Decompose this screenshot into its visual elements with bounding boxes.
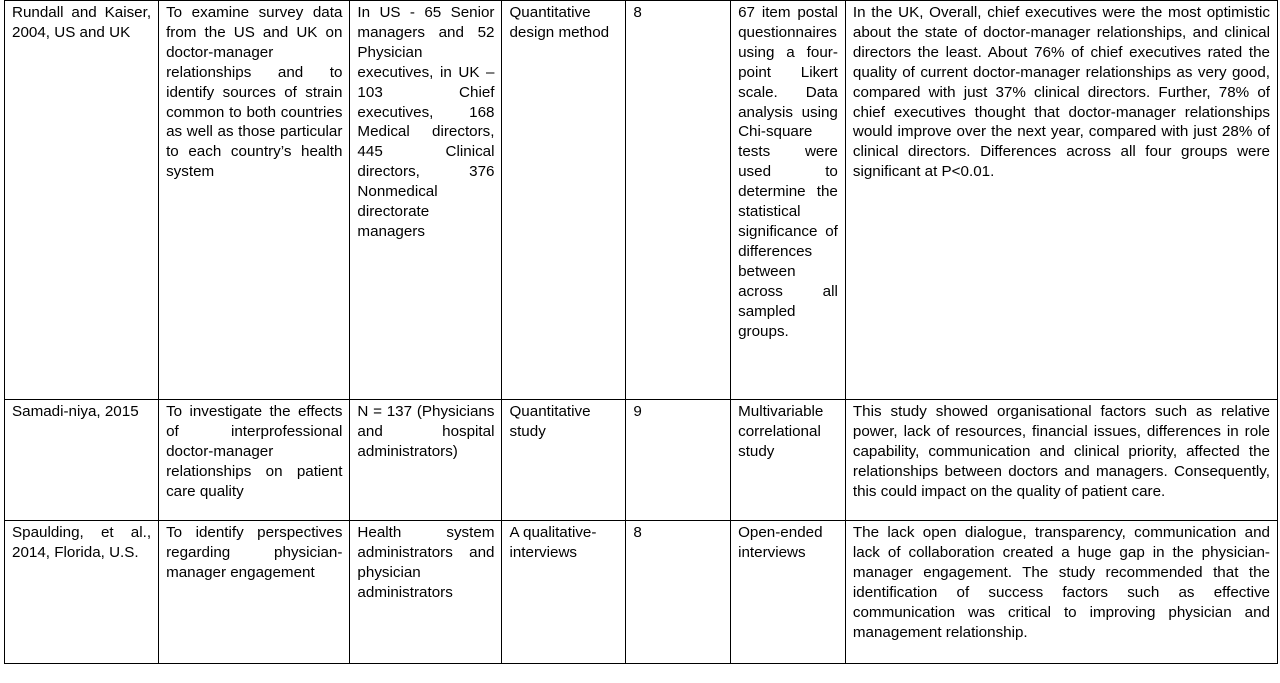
table-row: [5, 1, 1278, 400]
author-cell: Spaulding, et al., 2014, Florida, U.S.: [5, 521, 159, 664]
score-cell: 9: [626, 400, 731, 521]
table-row: [5, 521, 1278, 664]
author-cell: Samadi-niya, 2015: [5, 400, 159, 521]
sample-cell: In US - 65 Senior managers and 52 Physician executives, in UK – 103 Chief executives, 168 Medical directors, 445 Clinical directors, 376 Nonmedical directorate managers: [350, 1, 502, 400]
score-cell: 8: [626, 521, 731, 664]
method-cell: Multivariable correlational study: [731, 400, 846, 521]
design-cell: A qualitative-interviews: [502, 521, 626, 664]
aim-cell: To examine survey data from the US and UK on doctor-manager relationships and to identify sources of strain common to both countries as well as those particular to each country’s health system: [159, 1, 350, 400]
aim-cell: To identify perspectives regarding physician-manager engagement: [159, 521, 350, 664]
findings-cell: The lack open dialogue, transparency, communication and lack of collaboration created a huge gap in the physician-manager engagement. The study recommended that the identification of success factors such as effective communication was critical to improving physician and management relationship.: [845, 521, 1277, 664]
method-cell: 67 item postal questionnaires using a four-point Likert scale. Data analysis using Chi-square tests were used to determine the statistical significance of differences between across all sampled groups.: [731, 1, 846, 400]
sample-cell: N = 137 (Physicians and hospital administrators): [350, 400, 502, 521]
findings-cell: In the UK, Overall, chief executives were the most optimistic about the state of doctor-manager relationships, and clinical directors the least. About 76% of chief executives rated the quality of current doctor-manager relationships as very good, compared with just 37% clinical directors. Further, 78% of chief executives thought that doctor-manager relationships would improve over the next year, compared with just 28% of clinical directors. Differences across all four groups were significant at P<0.01.: [845, 1, 1277, 400]
table-row: [5, 400, 1278, 521]
design-cell: Quantitative study: [502, 400, 626, 521]
literature-review-table: [4, 0, 1278, 664]
aim-cell: To investigate the effects of interprofessional doctor-manager relationships on patient care quality: [159, 400, 350, 521]
author-cell: Rundall and Kaiser, 2004, US and UK: [5, 1, 159, 400]
design-cell: Quantitative design method: [502, 1, 626, 400]
sample-cell: Health system administrators and physician administrators: [350, 521, 502, 664]
score-cell: 8: [626, 1, 731, 400]
method-cell: Open-ended interviews: [731, 521, 846, 664]
findings-cell: This study showed organisational factors such as relative power, lack of resources, financial issues, differences in role capability, communication and clinical priority, affected the relationships between doctors and managers. Consequently, this could impact on the quality of patient care.: [845, 400, 1277, 521]
